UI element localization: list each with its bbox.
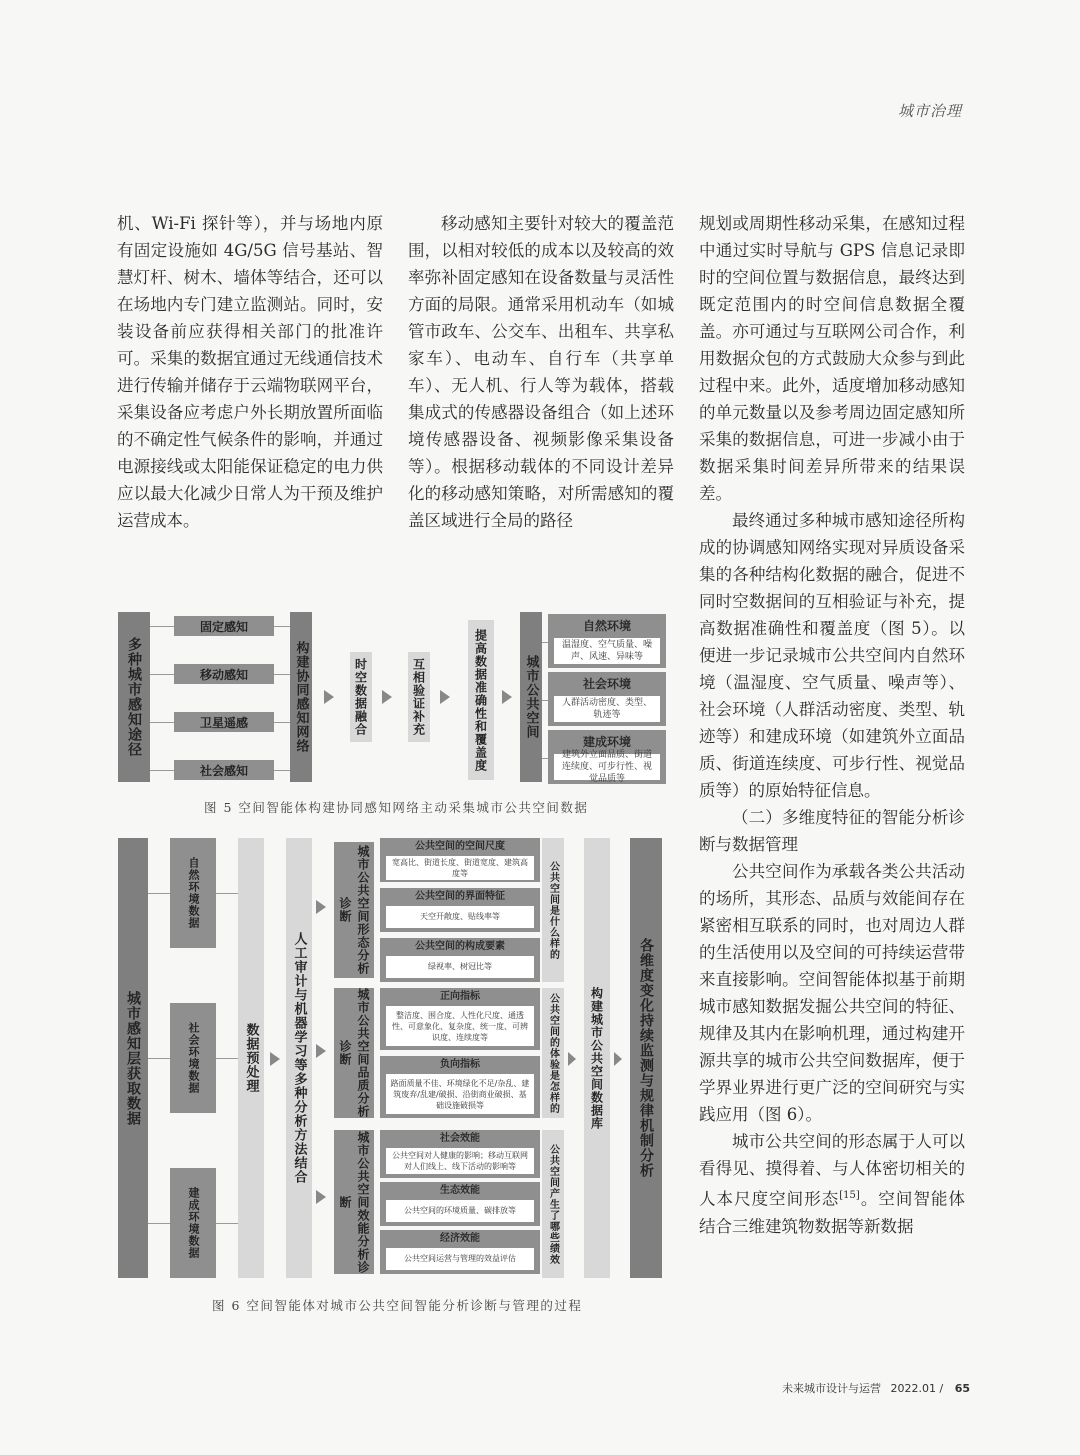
fig5-source-3: 卫星遥感 (174, 712, 274, 732)
arrow-right-icon (502, 690, 512, 704)
fig5-env-natural (548, 614, 666, 668)
connector (148, 1058, 170, 1059)
fig5-verify-box: 互相验证补充 (408, 652, 430, 742)
fig6-group-1-side: 公共空间是什么样的 (542, 838, 564, 982)
fig6-group-1-label: 城市公共空间形态分析诊断 (334, 842, 374, 978)
group-item (380, 1182, 540, 1226)
fig5-source-4: 社会感知 (174, 760, 274, 780)
item-desc: 整洁度、围合度、人性化尺度、通透性、可意象化、复杂度、统一度、可辨识度、连续度等 (386, 1006, 534, 1046)
arrow-right-icon (316, 900, 326, 914)
group-item (380, 1056, 540, 1118)
connector (150, 626, 174, 627)
item-title: 生态效能 (440, 1185, 480, 1196)
item-desc: 宽高比、街道长度、街道宽度、建筑高度等 (386, 856, 534, 880)
fig6-group-2-label: 城市公共空间品质分析诊断 (334, 988, 374, 1118)
connector (274, 722, 290, 723)
group-item (380, 838, 540, 882)
paragraph-text: 城市公共空间的形态属于人可以看得见、摸得着、与人体密切相关的人本尺度空间形态 (699, 1132, 965, 1209)
connector (216, 1058, 238, 1059)
fig6-left-box: 城市感知层获取数据 (118, 838, 148, 1278)
fig5-source-1: 固定感知 (174, 616, 274, 636)
fig6-env-social: 社会环境数据 (170, 1003, 216, 1113)
fig6-preprocess-box: 数据预处理 (238, 838, 264, 1278)
fig6-group-1-items (380, 838, 540, 982)
item-desc: 公共空间的环境质量、碳排放等 (386, 1200, 534, 1222)
paragraph: 公共空间作为承载各类公共活动的场所，其形态、品质与效能间存在紧密相互联系的同时，也对周边人群的生活使用以及空间的可持续运营带来直接影响。空间智能体拟基于前期城市感知数据发掘公共空间的特征、规律及其内在影响机理，通过构建开源共享的城市公共空间数据库，便于学界业界进行更广泛的空间研究与实践应用（图 6）。 (699, 862, 965, 1124)
fig5-network-box: 构建协同感知网络 (290, 612, 312, 782)
env-title: 建成环境 (582, 735, 631, 749)
fig5-left-box: 多种城市感知途径 (118, 612, 150, 782)
fig6-group-3-items (380, 1130, 540, 1278)
item-title: 公共空间的空间尺度 (415, 841, 505, 852)
item-title: 社会效能 (440, 1133, 480, 1144)
figure-5-caption: 图 5 空间智能体构建协同感知网络主动采集城市公共空间数据 (204, 800, 589, 815)
fig6-group-3-side: 公共空间产生了哪些绩效 (542, 1130, 564, 1278)
arrow-right-icon (614, 1052, 622, 1066)
fig6-monitor-box: 各维度变化持续监测与规律机制分析 (630, 838, 662, 1278)
paragraph-text: 。空间智能体结合三维建筑物数据等新数据 (699, 1189, 966, 1236)
connector (150, 722, 174, 723)
env-desc: 人群活动密度、类型、轨迹等 (554, 696, 660, 722)
item-title: 公共空间的界面特征 (415, 891, 505, 902)
page-footer (782, 1380, 970, 1396)
fig6-database-box: 构建城市公共空间数据库 (584, 838, 610, 1278)
journal-name: 未来城市设计与运营 (781, 1382, 881, 1395)
arrow-right-icon (568, 1052, 576, 1066)
group-item (380, 988, 540, 1050)
arrow-right-icon (324, 690, 334, 704)
item-title: 公共空间的构成要素 (415, 941, 505, 952)
item-title: 正向指标 (440, 991, 480, 1002)
fig6-env-built: 建成环境数据 (170, 1168, 216, 1278)
text-column-1 (117, 210, 383, 534)
figure-6-caption: 图 6 空间智能体对城市公共空间智能分析诊断与管理的过程 (212, 1298, 583, 1313)
paragraph: 机、Wi-Fi 探针等），并与场地内原有固定设施如 4G/5G 信号基站、智慧灯杆、树木、墙体等结合，还可以在场地内专门建立监测站。同时，安装设备前应获得相关部门的批准许可。采集的数据宜通过无线通信技术进行传输并储存于云端物联网平台，采集设备应考虑户外长期放置所面临的不确定性气候条件的影响，并通过电源接线或太阳能保证稳定的电力供应以最大化减少日常人为干预及维护运营成本。 (117, 214, 383, 530)
fig6-group-3-label: 城市公共空间效能分析诊断 (334, 1130, 374, 1274)
fig5-improve-box: 提高数据准确性和覆盖度 (468, 620, 494, 780)
group-item (380, 1230, 540, 1274)
arrow-right-icon (382, 690, 392, 704)
fig5-target-box: 城市公共空间 (520, 612, 542, 782)
env-title: 自然环境 (582, 619, 631, 633)
item-desc: 绿视率、树冠比等 (386, 956, 534, 978)
fig5-source-2: 移动感知 (174, 664, 274, 684)
connector (148, 1223, 170, 1224)
figure-6 (118, 838, 664, 1278)
item-desc: 路面质量不佳、环境绿化不足/杂乱、建筑废弃/乱建/破损、沿街商业破损、基础设施破损等 (386, 1074, 534, 1114)
arrow-right-icon (316, 1044, 326, 1058)
page-number: 65 (954, 1382, 970, 1395)
group-item (380, 938, 540, 982)
connector (274, 770, 290, 771)
fig5-env-social (548, 672, 666, 726)
paragraph: 规划或周期性移动采集，在感知过程中通过实时导航与 GPS 信息记录即时的空间位置与数据信息，最终达到既定范围内的时空间信息数据全覆盖。亦可通过与互联网公司合作，利用数据众包的方式鼓励大众参与到此过程中来。此外，适度增加移动感知的单元数量以及参考周边固定感知所采集的数据信息，可进一步减小由于数据采集时间差异所带来的结果误差。 (699, 214, 965, 503)
paragraph: 最终通过多种城市感知途径所构成的协调感知网络实现对异质设备采集的各种结构化数据的融合，促进不同时空数据间的互相验证与补充，提高数据准确性和覆盖度（图 5）。以便进一步记录城市公共空间内自然环境（温湿度、空气质量、噪声等）、社会环境（人群活动密度、类型、轨迹等）和建成环境（如建筑外立面品质、街道连续度、可步行性、视觉品质等）的原始特征信息。 (699, 511, 965, 800)
text-column-3 (699, 210, 965, 1240)
arrow-right-icon (270, 1052, 280, 1066)
fig6-method-box: 人工审计与机器学习等多种分析方法结合 (286, 838, 312, 1278)
fig5-env-built (548, 730, 666, 784)
fig6-group-2-items (380, 988, 540, 1118)
arrow-right-icon (316, 1190, 326, 1204)
paragraph: 移动感知主要针对较大的覆盖范围，以相对较低的成本以及较高的效率弥补固定感知在设备数量与灵活性方面的局限。通常采用机动车（如城管市政车、公交车、出租车、共享私家车）、电动车、自行车（共享单车）、无人机、行人等为载体，搭载集成式的传感器设备组合（如上述环境传感器设备、视频影像采集设备等）。根据移动载体的不同设计差异化的移动感知策略，对所需感知的覆盖区域进行全局的路径 (408, 214, 674, 530)
citation-ref: [15] (839, 1190, 860, 1201)
item-title: 负向指标 (440, 1059, 480, 1070)
connector (216, 1223, 238, 1224)
connector (216, 893, 238, 894)
section-heading: （二）多维度特征的智能分析诊断与数据管理 (699, 808, 965, 854)
arrow-right-icon (440, 690, 450, 704)
section-tag: 城市治理 (897, 102, 962, 120)
connector (150, 674, 174, 675)
connector (274, 626, 290, 627)
item-title: 经济效能 (440, 1233, 480, 1244)
group-item (380, 1130, 540, 1178)
env-desc: 建筑外立面品质、街道连续度、可步行性、视觉品质等 (554, 754, 660, 780)
env-title: 社会环境 (582, 677, 631, 691)
connector (148, 893, 170, 894)
env-desc: 温湿度、空气质量、噪声、风速、异味等 (554, 638, 660, 664)
paragraph (699, 1128, 965, 1240)
figure-5 (118, 612, 666, 784)
fig6-group-2-side: 公共空间的体验是怎样的 (542, 988, 564, 1118)
connector (150, 770, 174, 771)
group-item (380, 888, 540, 932)
text-column-2 (408, 210, 674, 534)
item-desc: 公共空间运营与管理的效益评估 (386, 1248, 534, 1270)
fig5-fusion-box: 时空数据融合 (350, 652, 372, 742)
item-desc: 天空开敞度、贴线率等 (386, 906, 534, 928)
connector (274, 674, 290, 675)
item-desc: 公共空间对人健康的影响；移动互联网对人们线上、线下活动的影响等 (386, 1148, 534, 1174)
issue: 2022.01 / (890, 1382, 944, 1395)
fig6-env-natural: 自然环境数据 (170, 838, 216, 948)
